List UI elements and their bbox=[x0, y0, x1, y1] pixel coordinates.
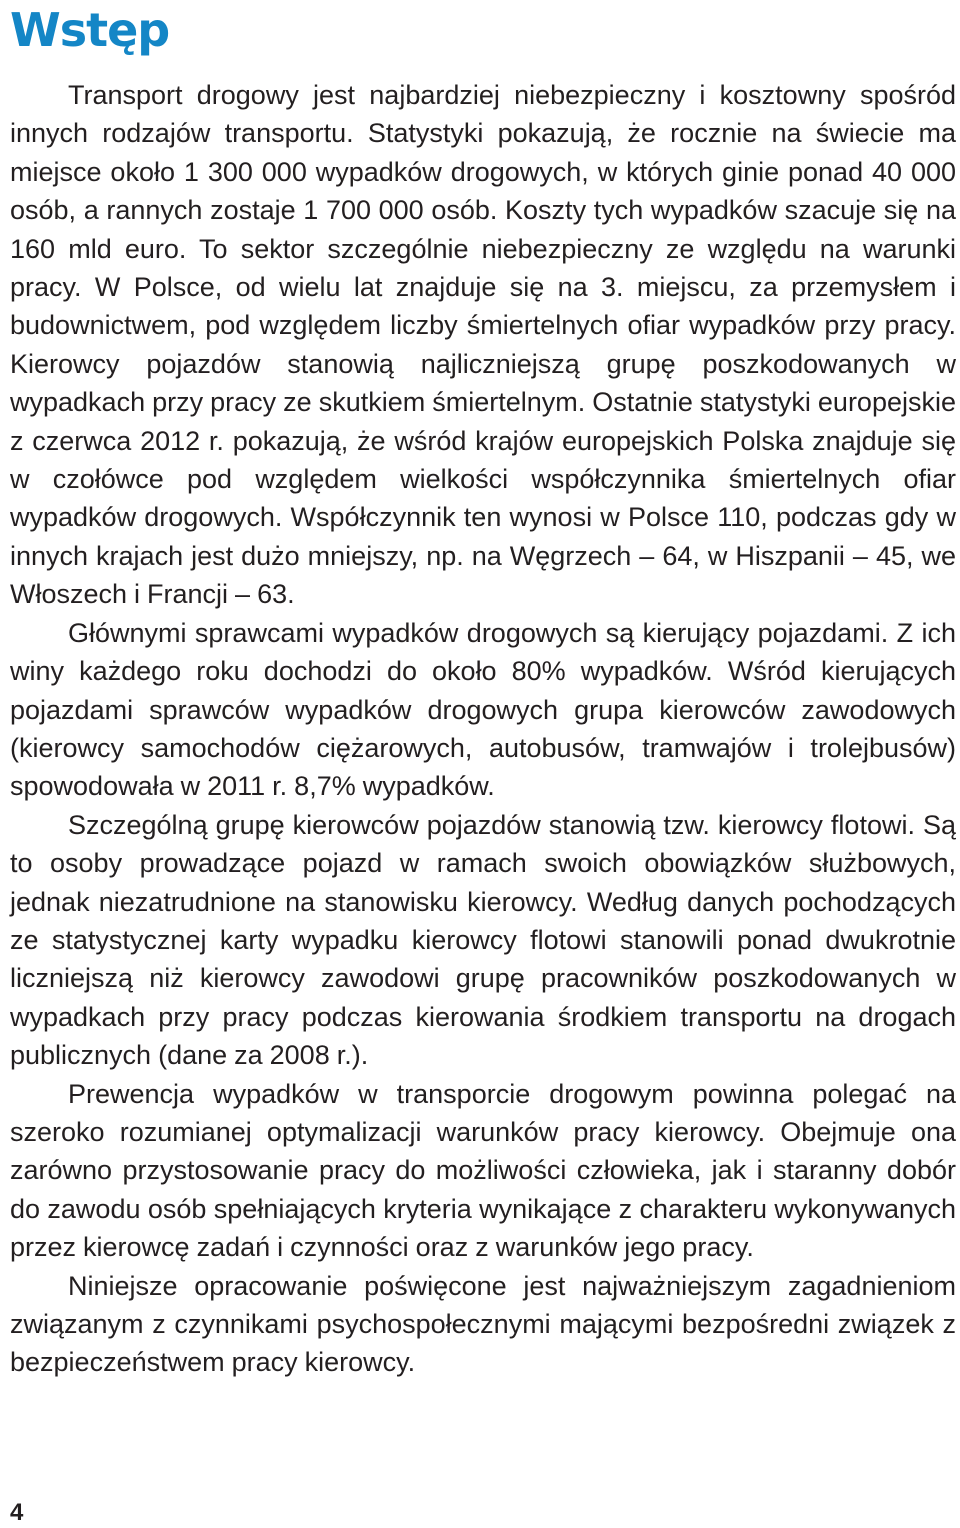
body-text bbox=[10, 76, 956, 1382]
page-number: 4 bbox=[10, 1499, 24, 1526]
section-heading: Wstęp bbox=[10, 3, 170, 57]
paragraph-2: Głównymi sprawcami wypadków drogowych są kierujący pojazdami. Z ich winy każdego roku dochodzi do około 80% wypadków. Wśród kierujących pojazdami sprawców wypadków drogowych grupa kierowców zawodowych (kierowcy samochodów ciężarowych, autobusów, tramwajów i trolejbusów) spowodowała w 2011 r. 8,7% wypadków. bbox=[10, 617, 956, 802]
paragraph-5: Niniejsze opracowanie poświęcone jest najważniejszym zagadnieniom związanym z czynnikami psychospołecznymi mającymi bezpośredni związek z bezpieczeństwem pracy kierowcy. bbox=[10, 1270, 956, 1378]
paragraph-4: Prewencja wypadków w transporcie drogowym powinna polegać na szeroko rozumianej optymalizacji warunków pracy kierowcy. Obejmuje ona zarówno przystosowanie pracy do możliwości człowieka, jak i staranny dobór do zawodu osób spełniających kryteria wynikające z charakteru wykonywanych przez kierowcę zadań i czynności oraz z warunków jego pracy. bbox=[10, 1078, 956, 1263]
paragraph-3: Szczególną grupę kierowców pojazdów stanowią tzw. kierowcy flotowi. Są to osoby prowadzące pojazd w ramach swoich obowiązków służbowych, jednak niezatrudnione na stanowisku kierowcy. Według danych pochodzących ze statystycznej karty wypadku kierowcy flotowi stanowili ponad dwukrotnie liczniejszą niż kierowcy zawodowi grupę pracowników poszkodowanych w wypadkach przy pracy podczas kierowania środkiem transportu na drogach publicznych (dane za 2008 r.). bbox=[10, 809, 956, 1071]
paragraph-1: Transport drogowy jest najbardziej niebezpieczny i kosztowny spośród innych rodzajów transportu. Statystyki pokazują, że rocznie na świecie ma miejsce około 1 300 000 wypadków drogowych, w których ginie ponad 40 000 osób, a rannych zostaje 1 700 000 osób. Koszty tych wypadków szacuje się na 160 mld euro. To sektor szczególnie niebezpieczny ze względu na warunki pracy. W Polsce, od wielu lat znajduje się na 3. miejscu, za przemysłem i budownictwem, pod względem liczby śmiertelnych ofiar wypadków przy pracy. Kierowcy pojazdów stanowią najliczniejszą grupę poszkodowanych w wypadkach przy pracy ze skutkiem śmiertelnym. Ostatnie statystyki europejskie z czerwca 2012 r. pokazują, że wśród krajów europejskich Polska znajduje się w czołówce pod względem wielkości współczynnika śmiertelnych ofiar wypadków drogowych. Współczynnik ten wynosi w Polsce 110, podczas gdy w innych krajach jest dużo mniejszy, np. na Węgrzech – 64, w Hiszpanii – 45, we Włoszech i Francji – 63. bbox=[10, 80, 956, 610]
